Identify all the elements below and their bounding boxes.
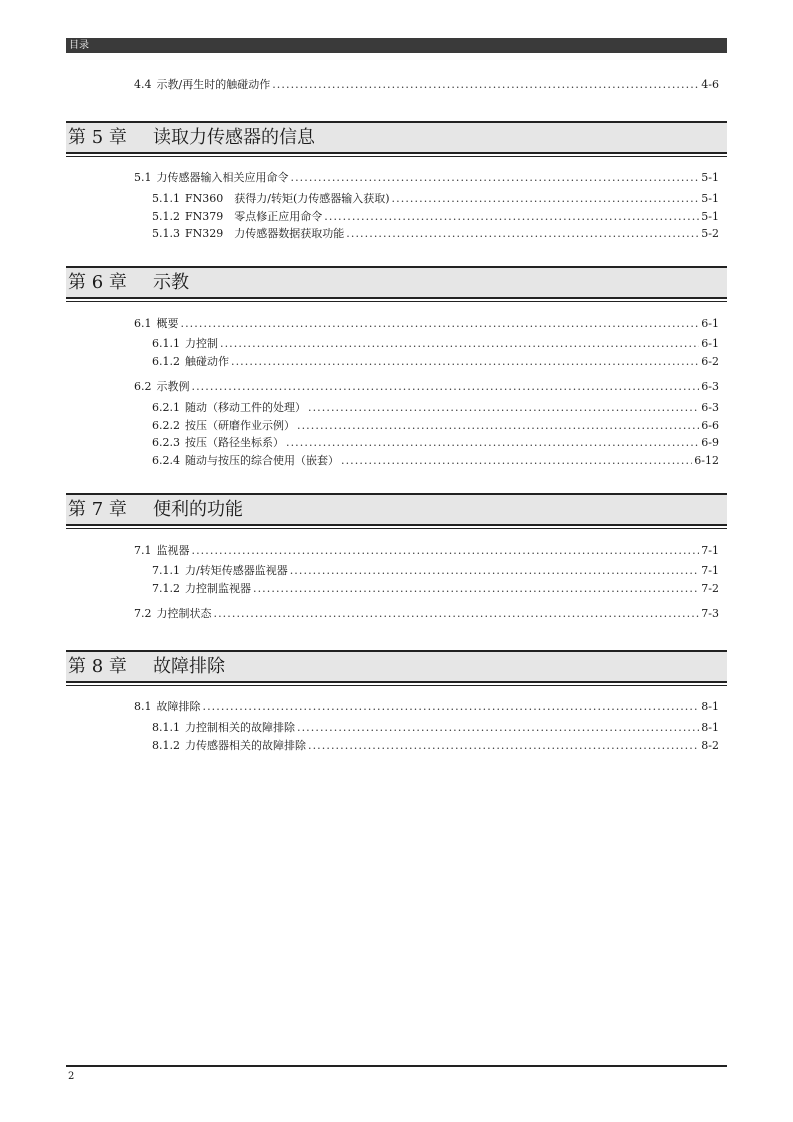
toc-entry-page: 7-1 (701, 564, 719, 577)
toc-leader-dots (290, 564, 700, 578)
toc-entry-number: 6.1 (134, 317, 152, 330)
toc-entry-number: 6.1.1 (152, 337, 180, 350)
footer-divider (66, 1065, 727, 1067)
toc-entry-title: 按压（路径坐标系） (185, 436, 284, 449)
toc-entry-number: 4.4 (134, 78, 152, 91)
chapter-8-heading[interactable] (66, 650, 727, 683)
toc-entry-number: 7.2 (134, 607, 152, 620)
toc-entry-page: 7-1 (701, 544, 719, 557)
toc-entry-page: 5-1 (701, 171, 719, 184)
toc-entry-8-1-1[interactable] (152, 721, 719, 735)
toc-entry-number: 7.1 (134, 544, 152, 557)
toc-leader-dots (181, 317, 700, 331)
toc-entry-page: 6-3 (701, 401, 719, 414)
toc-entry-number: 5.1.1 (152, 192, 180, 205)
toc-entry-title: 力控制相关的故障排除 (185, 721, 295, 734)
toc-leader-dots (231, 355, 699, 369)
toc-entry-6-1[interactable] (134, 317, 719, 331)
toc-leader-dots (291, 171, 700, 185)
toc-entry-6-1-1[interactable] (152, 337, 719, 351)
toc-leader-dots (192, 380, 700, 394)
page-number: 2 (68, 1071, 75, 1082)
toc-entry-page: 5-1 (701, 192, 719, 205)
toc-entry-title: 随动与按压的综合使用（嵌套） (185, 454, 339, 467)
toc-entry-title: 力控制 (185, 337, 218, 350)
toc-entry-title: 力传感器相关的故障排除 (185, 739, 306, 752)
toc-entry-page: 6-1 (701, 317, 719, 330)
toc-leader-dots (308, 401, 699, 415)
chapter-title: 读取力传感器的信息 (153, 127, 315, 148)
toc-entry-page: 6-1 (701, 337, 719, 350)
toc-entry-page: 5-1 (701, 210, 719, 223)
toc-entry-6-2-4[interactable] (152, 454, 719, 468)
toc-entry-title: 概要 (156, 317, 179, 330)
toc-entry-7-2[interactable] (134, 607, 719, 621)
toc-entry-page: 8-1 (701, 700, 719, 713)
toc-entry-page: 6-3 (701, 380, 719, 393)
toc-entry-title: FN379 零点修正应用命令 (185, 210, 323, 223)
toc-entry-title: 力控制状态 (156, 607, 212, 620)
toc-entry-page: 7-2 (701, 582, 719, 595)
toc-entry-title: 力传感器输入相关应用命令 (156, 171, 289, 184)
toc-entry-7-1[interactable] (134, 544, 719, 558)
chapter-7-heading[interactable] (66, 493, 727, 526)
toc-entry-number: 8.1.2 (152, 739, 180, 752)
toc-entry-title: 力控制监视器 (185, 582, 251, 595)
toc-leader-dots (324, 210, 699, 224)
toc-entry-title: 示教例 (156, 380, 190, 393)
toc-leader-dots (192, 544, 700, 558)
toc-entry-title: 触碰动作 (185, 355, 229, 368)
toc-leader-dots (220, 337, 699, 351)
toc-entry-page: 6-12 (694, 454, 719, 467)
toc-leader-dots (286, 436, 699, 450)
toc-entry-6-1-2[interactable] (152, 355, 719, 369)
toc-entry-5-1-3[interactable] (152, 227, 719, 241)
toc-entry-5-1-2[interactable] (152, 210, 719, 224)
running-header-title: 目录 (69, 40, 89, 51)
toc-entry-6-2-1[interactable] (152, 401, 719, 415)
chapter-label: 第 6 章 (68, 272, 127, 293)
toc-leader-dots (214, 607, 700, 621)
toc-leader-dots (297, 721, 699, 735)
toc-leader-dots (392, 192, 700, 206)
toc-entry-number: 8.1.1 (152, 721, 180, 734)
chapter-5-heading[interactable] (66, 121, 727, 154)
toc-entry-6-2-2[interactable] (152, 419, 719, 433)
running-header (66, 38, 727, 53)
toc-entry-title: 示教/再生时的触碰动作 (156, 78, 271, 91)
toc-entry-number: 8.1 (134, 700, 152, 713)
chapter-title: 故障排除 (153, 656, 225, 677)
toc-leader-dots (272, 78, 699, 92)
toc-entry-title: 监视器 (156, 544, 190, 557)
toc-entry-title: FN329 力传感器数据获取功能 (185, 227, 345, 240)
toc-entry-number: 5.1.3 (152, 227, 180, 240)
toc-entry-page: 8-2 (701, 739, 719, 752)
chapter-label: 第 8 章 (68, 656, 127, 677)
toc-entry-4-4[interactable] (134, 78, 719, 92)
toc-entry-6-2-3[interactable] (152, 436, 719, 450)
toc-entry-number: 7.1.1 (152, 564, 180, 577)
toc-entry-7-1-2[interactable] (152, 582, 719, 596)
toc-entry-title: 随动（移动工件的处理） (185, 401, 306, 414)
toc-entry-number: 6.1.2 (152, 355, 180, 368)
chapter-6-heading[interactable] (66, 266, 727, 299)
toc-entry-page: 6-6 (701, 419, 719, 432)
chapter-title: 示教 (153, 272, 189, 293)
toc-entry-page: 7-3 (701, 607, 719, 620)
toc-entry-5-1-1[interactable] (152, 192, 719, 206)
toc-leader-dots (341, 454, 692, 468)
toc-entry-title: FN360 获得力/转矩(力传感器输入获取) (185, 192, 390, 205)
toc-leader-dots (297, 419, 699, 433)
toc-entry-number: 5.1 (134, 171, 152, 184)
toc-leader-dots (308, 739, 699, 753)
toc-entry-page: 4-6 (701, 78, 719, 91)
toc-entry-6-2[interactable] (134, 380, 719, 394)
chapter-label: 第 7 章 (68, 499, 127, 520)
toc-entry-page: 6-2 (701, 355, 719, 368)
toc-entry-5-1[interactable] (134, 171, 719, 185)
chapter-label: 第 5 章 (68, 127, 127, 148)
toc-entry-title: 故障排除 (156, 700, 201, 713)
toc-entry-title: 按压（研磨作业示例） (185, 419, 295, 432)
toc-leader-dots (346, 227, 699, 241)
toc-entry-page: 6-9 (701, 436, 719, 449)
toc-entry-title: 力/转矩传感器监视器 (185, 564, 288, 577)
toc-entry-7-1-1[interactable] (152, 564, 719, 578)
toc-entry-number: 6.2.2 (152, 419, 180, 432)
toc-entry-page: 5-2 (701, 227, 719, 240)
toc-leader-dots (203, 700, 700, 714)
toc-entry-number: 6.2.3 (152, 436, 180, 449)
toc-entry-8-1-2[interactable] (152, 739, 719, 753)
toc-entry-page: 8-1 (701, 721, 719, 734)
chapter-title: 便利的功能 (153, 499, 243, 520)
toc-entry-number: 6.2.1 (152, 401, 180, 414)
toc-leader-dots (253, 582, 699, 596)
toc-entry-number: 5.1.2 (152, 210, 180, 223)
toc-entry-number: 7.1.2 (152, 582, 180, 595)
toc-entry-number: 6.2.4 (152, 454, 180, 467)
toc-entry-8-1[interactable] (134, 700, 719, 714)
toc-entry-number: 6.2 (134, 380, 152, 393)
